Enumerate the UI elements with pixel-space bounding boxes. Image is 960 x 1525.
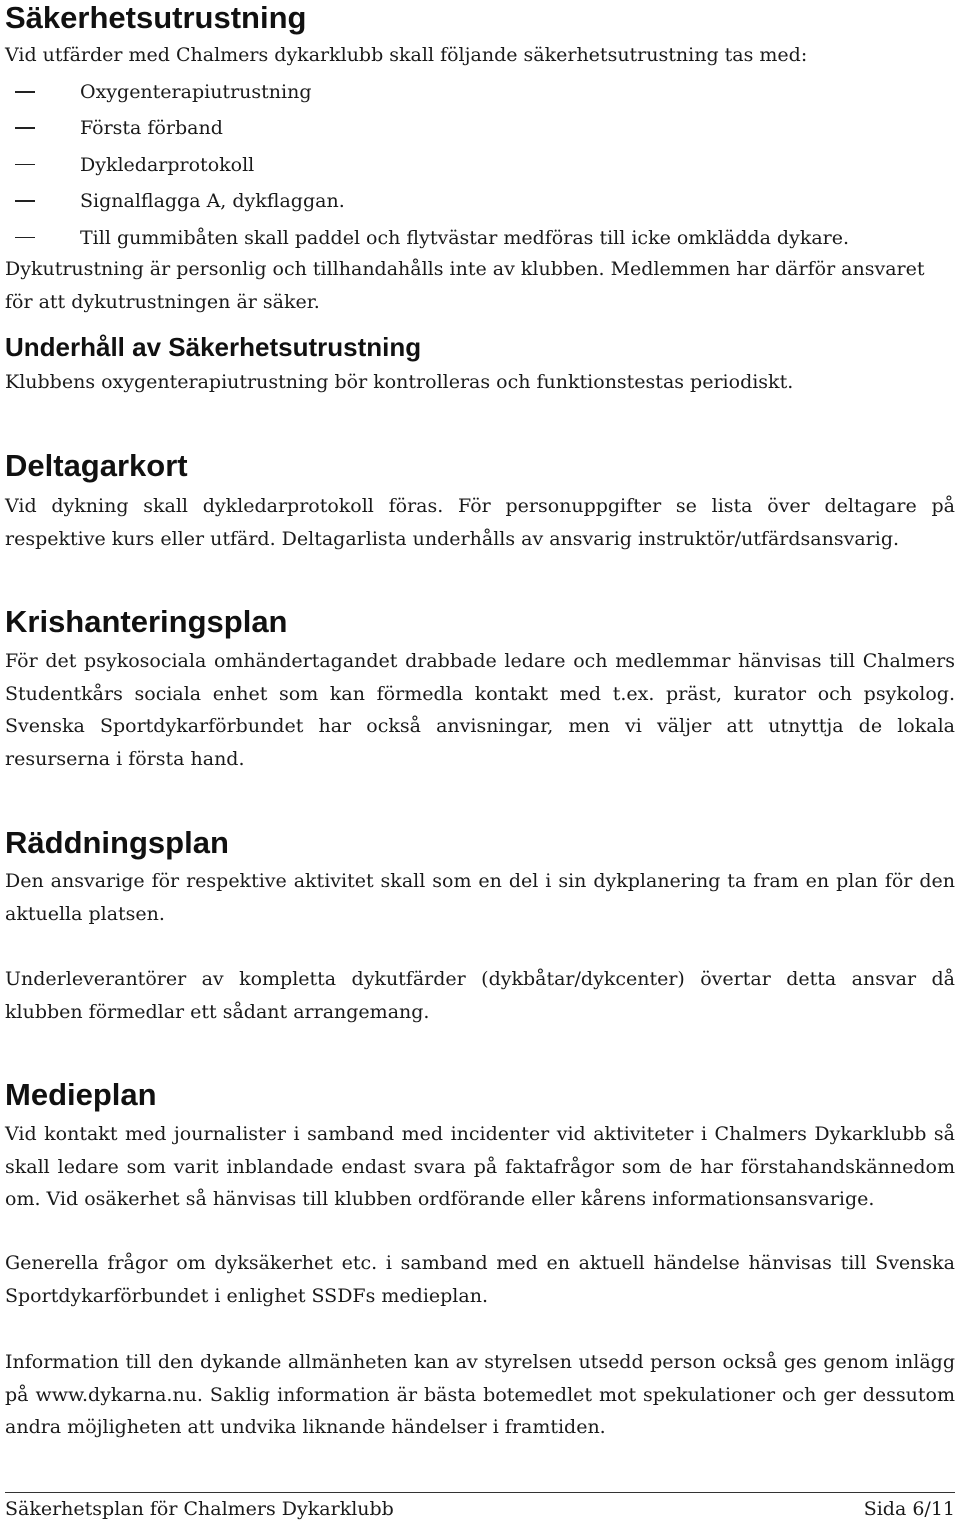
page-number: Sida 6/11 bbox=[863, 1498, 955, 1520]
list-item: Signalflagga A, dykflaggan. bbox=[5, 183, 955, 219]
media-paragraph-3: Information till den dykande allmänheten kan av styrelsen utsedd person också ges genom inlägg på www.dykarna.nu. Saklig information är bästa botemedlet mot spekulationer och ger dessutom andra möjligheten att undvika liknande händelser i framtiden. bbox=[5, 1351, 955, 1438]
maintenance-paragraph: Klubbens oxygenterapiutrustning bör kontrolleras och funktionstestas periodiskt. bbox=[5, 371, 794, 393]
heading-deltagarkort: Deltagarkort bbox=[5, 448, 188, 483]
media-paragraph-2: Generella frågor om dyksäkerhet etc. i samband med en aktuell händelse hänvisas till Svenska Sportdykarförbundet i enlighet SSDFs medieplan. bbox=[5, 1252, 955, 1307]
rescue-paragraph-2: Underleverantörer av kompletta dykutfärder (dykbåtar/dykcenter) övertar detta ansvar då klubben förmedlar ett sådant arrangemang. bbox=[5, 968, 955, 1023]
crisis-paragraph: För det psykosociala omhändertagandet drabbade ledare och medlemmar hänvisas till Chalmers Studentkårs sociala enhet som kan förmedla kontakt med t.ex. präst, kurator och psykolog. Svenska Sportdykarförbundet har också anvisningar, men vi väljer att utnyttja de lokala resurserna i första hand. bbox=[5, 650, 955, 770]
media-paragraph-1: Vid kontakt med journalister i samband med incidenter vid aktiviteter i Chalmers Dykarklubb så skall ledare som varit inblandade endast svara på faktafrågor som de har förstahandskännedom om. Vid osäkerhet så hänvisas till klubben ordförande eller kårens informationsansvarige. bbox=[5, 1123, 955, 1210]
heading-medieplan: Medieplan bbox=[5, 1077, 157, 1112]
equipment-list bbox=[5, 74, 955, 256]
footer-divider bbox=[5, 1492, 955, 1493]
list-item: Dykledarprotokoll bbox=[5, 147, 955, 183]
footer-title: Säkerhetsplan för Chalmers Dykarklubb bbox=[5, 1498, 394, 1520]
heading-underhall: Underhåll av Säkerhetsutrustning bbox=[5, 332, 422, 362]
heading-raddningsplan: Räddningsplan bbox=[5, 825, 229, 860]
list-item: Oxygenterapiutrustning bbox=[5, 74, 955, 110]
page-footer bbox=[5, 1495, 955, 1523]
participant-paragraph: Vid dykning skall dykledarprotokoll föras. För personuppgifter se lista över deltagare på respektive kurs eller utfärd. Deltagarlista underhålls av ansvarig instruktör/utfärdsansvarig. bbox=[5, 495, 955, 550]
heading-sakerhetsutrustning: Säkerhetsutrustning bbox=[5, 0, 307, 35]
intro-paragraph: Vid utfärder med Chalmers dykarklubb skall följande säkerhetsutrustning tas med: bbox=[5, 44, 808, 66]
list-item: Till gummibåten skall paddel och flytvästar medföras till icke omklädda dykare. bbox=[5, 220, 955, 256]
personal-equipment-note: Dykutrustning är personlig och tillhandahålls inte av klubben. Medlemmen har därför ansvaret för att dykutrustningen är säker. bbox=[5, 258, 925, 313]
list-item: Första förband bbox=[5, 110, 955, 146]
heading-krishanteringsplan: Krishanteringsplan bbox=[5, 604, 288, 639]
rescue-paragraph-1: Den ansvarige för respektive aktivitet skall som en del i sin dykplanering ta fram en plan för den aktuella platsen. bbox=[5, 870, 955, 925]
